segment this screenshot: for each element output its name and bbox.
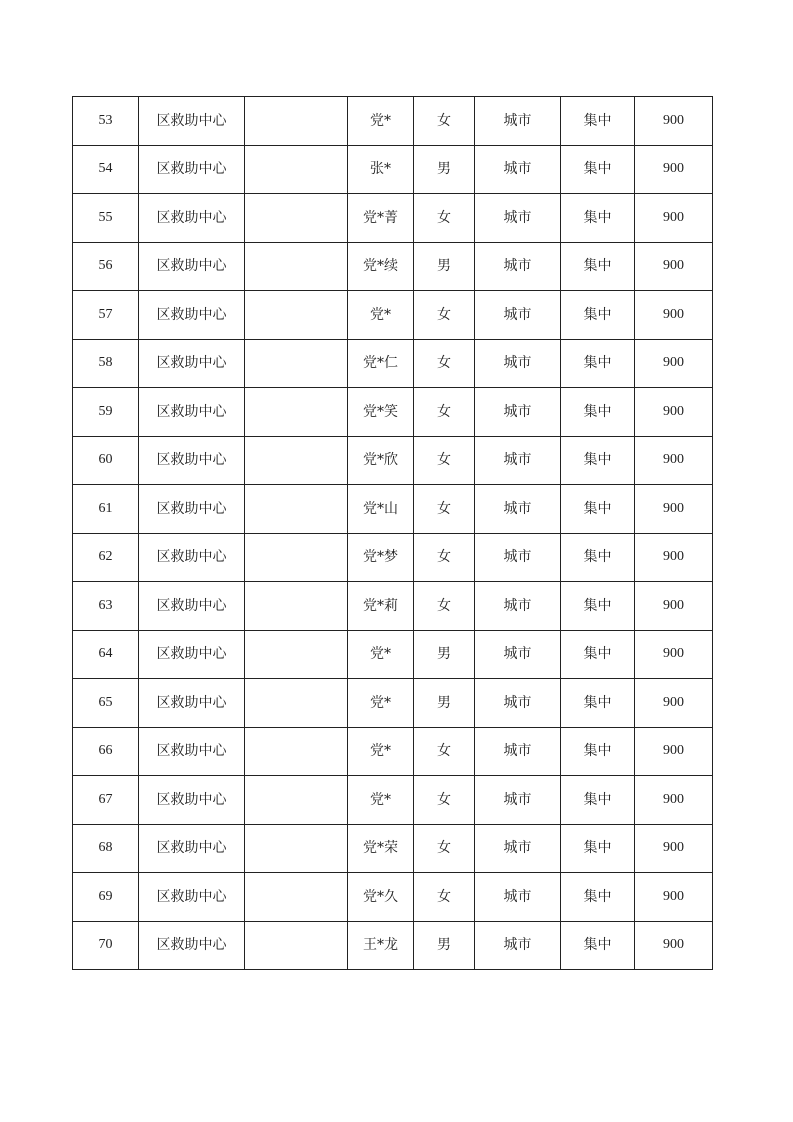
cell-area-type: 城市 (475, 727, 561, 776)
cell-serial-number: 70 (73, 921, 139, 970)
cell-gender: 女 (414, 485, 475, 534)
cell-blank (245, 776, 348, 825)
cell-area-type: 城市 (475, 679, 561, 728)
cell-name: 党*仁 (348, 339, 414, 388)
cell-support-mode: 集中 (561, 145, 635, 194)
cell-unit: 区救助中心 (139, 97, 245, 146)
cell-support-mode: 集中 (561, 533, 635, 582)
cell-unit: 区救助中心 (139, 242, 245, 291)
table-row (73, 339, 713, 388)
cell-blank (245, 582, 348, 631)
cell-support-mode: 集中 (561, 242, 635, 291)
cell-unit: 区救助中心 (139, 388, 245, 437)
cell-amount: 900 (635, 776, 713, 825)
table-row (73, 291, 713, 340)
cell-blank (245, 873, 348, 922)
cell-area-type: 城市 (475, 630, 561, 679)
cell-blank (245, 727, 348, 776)
cell-name: 党*山 (348, 485, 414, 534)
table-row (73, 242, 713, 291)
cell-gender: 女 (414, 291, 475, 340)
cell-serial-number: 68 (73, 824, 139, 873)
cell-blank (245, 485, 348, 534)
table-row (73, 582, 713, 631)
cell-name: 党* (348, 679, 414, 728)
cell-area-type: 城市 (475, 485, 561, 534)
cell-area-type: 城市 (475, 436, 561, 485)
cell-serial-number: 54 (73, 145, 139, 194)
cell-amount: 900 (635, 145, 713, 194)
cell-name: 党*久 (348, 873, 414, 922)
cell-serial-number: 67 (73, 776, 139, 825)
cell-gender: 女 (414, 776, 475, 825)
cell-support-mode: 集中 (561, 339, 635, 388)
cell-unit: 区救助中心 (139, 824, 245, 873)
cell-gender: 男 (414, 921, 475, 970)
cell-support-mode: 集中 (561, 388, 635, 437)
table-row (73, 727, 713, 776)
cell-name: 党*续 (348, 242, 414, 291)
cell-amount: 900 (635, 727, 713, 776)
cell-unit: 区救助中心 (139, 727, 245, 776)
cell-amount: 900 (635, 873, 713, 922)
table-row (73, 145, 713, 194)
cell-support-mode: 集中 (561, 630, 635, 679)
cell-name: 党*梦 (348, 533, 414, 582)
cell-area-type: 城市 (475, 824, 561, 873)
cell-unit: 区救助中心 (139, 679, 245, 728)
cell-support-mode: 集中 (561, 291, 635, 340)
cell-unit: 区救助中心 (139, 339, 245, 388)
cell-blank (245, 242, 348, 291)
cell-unit: 区救助中心 (139, 533, 245, 582)
cell-name: 王*龙 (348, 921, 414, 970)
table-row (73, 533, 713, 582)
cell-support-mode: 集中 (561, 679, 635, 728)
cell-amount: 900 (635, 485, 713, 534)
cell-unit: 区救助中心 (139, 291, 245, 340)
cell-name: 党*菁 (348, 194, 414, 243)
cell-serial-number: 65 (73, 679, 139, 728)
cell-gender: 男 (414, 630, 475, 679)
table-row (73, 873, 713, 922)
cell-area-type: 城市 (475, 582, 561, 631)
cell-name: 党*荣 (348, 824, 414, 873)
cell-support-mode: 集中 (561, 436, 635, 485)
cell-unit: 区救助中心 (139, 436, 245, 485)
cell-blank (245, 194, 348, 243)
cell-unit: 区救助中心 (139, 776, 245, 825)
cell-support-mode: 集中 (561, 582, 635, 631)
cell-area-type: 城市 (475, 145, 561, 194)
table-row (73, 194, 713, 243)
cell-amount: 900 (635, 582, 713, 631)
cell-serial-number: 60 (73, 436, 139, 485)
cell-amount: 900 (635, 630, 713, 679)
cell-gender: 女 (414, 194, 475, 243)
table-row (73, 485, 713, 534)
relief-recipient-table (72, 96, 713, 970)
cell-amount: 900 (635, 533, 713, 582)
table-row (73, 921, 713, 970)
cell-unit: 区救助中心 (139, 194, 245, 243)
cell-area-type: 城市 (475, 776, 561, 825)
cell-support-mode: 集中 (561, 776, 635, 825)
table-row (73, 388, 713, 437)
cell-amount: 900 (635, 921, 713, 970)
cell-area-type: 城市 (475, 388, 561, 437)
cell-name: 党*莉 (348, 582, 414, 631)
cell-unit: 区救助中心 (139, 873, 245, 922)
cell-unit: 区救助中心 (139, 485, 245, 534)
cell-amount: 900 (635, 388, 713, 437)
cell-blank (245, 388, 348, 437)
table-row (73, 776, 713, 825)
cell-gender: 女 (414, 388, 475, 437)
cell-unit: 区救助中心 (139, 582, 245, 631)
cell-name: 党* (348, 776, 414, 825)
cell-gender: 女 (414, 533, 475, 582)
cell-area-type: 城市 (475, 533, 561, 582)
cell-serial-number: 59 (73, 388, 139, 437)
cell-name: 党* (348, 97, 414, 146)
cell-gender: 男 (414, 242, 475, 291)
cell-serial-number: 61 (73, 485, 139, 534)
cell-name: 党*欣 (348, 436, 414, 485)
cell-support-mode: 集中 (561, 727, 635, 776)
cell-support-mode: 集中 (561, 485, 635, 534)
cell-support-mode: 集中 (561, 824, 635, 873)
cell-unit: 区救助中心 (139, 921, 245, 970)
cell-gender: 女 (414, 873, 475, 922)
cell-blank (245, 291, 348, 340)
cell-serial-number: 62 (73, 533, 139, 582)
cell-serial-number: 57 (73, 291, 139, 340)
cell-serial-number: 56 (73, 242, 139, 291)
cell-serial-number: 69 (73, 873, 139, 922)
cell-support-mode: 集中 (561, 873, 635, 922)
cell-amount: 900 (635, 97, 713, 146)
cell-area-type: 城市 (475, 873, 561, 922)
table-row (73, 679, 713, 728)
cell-name: 张* (348, 145, 414, 194)
cell-name: 党* (348, 727, 414, 776)
cell-name: 党* (348, 630, 414, 679)
table-row (73, 97, 713, 146)
cell-serial-number: 55 (73, 194, 139, 243)
cell-gender: 女 (414, 97, 475, 146)
cell-amount: 900 (635, 679, 713, 728)
cell-blank (245, 97, 348, 146)
cell-blank (245, 533, 348, 582)
cell-gender: 女 (414, 339, 475, 388)
cell-unit: 区救助中心 (139, 145, 245, 194)
cell-unit: 区救助中心 (139, 630, 245, 679)
cell-blank (245, 145, 348, 194)
cell-support-mode: 集中 (561, 97, 635, 146)
cell-gender: 男 (414, 145, 475, 194)
cell-gender: 女 (414, 436, 475, 485)
cell-name: 党* (348, 291, 414, 340)
cell-serial-number: 66 (73, 727, 139, 776)
cell-serial-number: 58 (73, 339, 139, 388)
cell-gender: 女 (414, 727, 475, 776)
cell-blank (245, 921, 348, 970)
cell-amount: 900 (635, 339, 713, 388)
cell-amount: 900 (635, 291, 713, 340)
cell-blank (245, 339, 348, 388)
cell-gender: 男 (414, 679, 475, 728)
table-body (73, 97, 713, 970)
table-row (73, 630, 713, 679)
cell-area-type: 城市 (475, 242, 561, 291)
cell-gender: 女 (414, 824, 475, 873)
cell-blank (245, 436, 348, 485)
cell-serial-number: 64 (73, 630, 139, 679)
cell-blank (245, 630, 348, 679)
cell-support-mode: 集中 (561, 921, 635, 970)
cell-blank (245, 824, 348, 873)
cell-gender: 女 (414, 582, 475, 631)
table-row (73, 436, 713, 485)
cell-amount: 900 (635, 194, 713, 243)
cell-area-type: 城市 (475, 291, 561, 340)
cell-serial-number: 53 (73, 97, 139, 146)
cell-blank (245, 679, 348, 728)
cell-amount: 900 (635, 436, 713, 485)
cell-support-mode: 集中 (561, 194, 635, 243)
cell-area-type: 城市 (475, 194, 561, 243)
cell-area-type: 城市 (475, 339, 561, 388)
cell-area-type: 城市 (475, 921, 561, 970)
cell-area-type: 城市 (475, 97, 561, 146)
table-row (73, 824, 713, 873)
cell-amount: 900 (635, 242, 713, 291)
cell-name: 党*笑 (348, 388, 414, 437)
cell-serial-number: 63 (73, 582, 139, 631)
cell-amount: 900 (635, 824, 713, 873)
